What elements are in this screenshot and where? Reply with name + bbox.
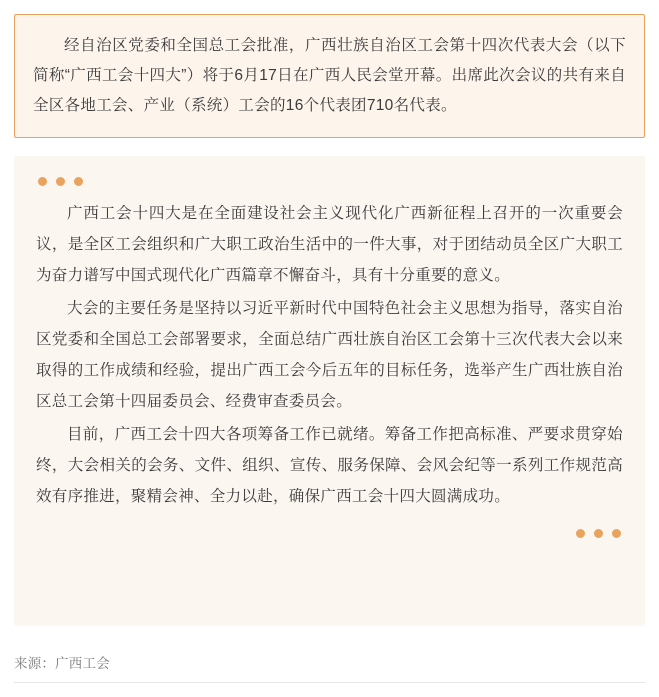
article-body-panel [14, 156, 645, 626]
dot-icon [38, 177, 47, 186]
article-footer [14, 652, 645, 697]
dot-icon [576, 529, 585, 538]
lead-callout-box [14, 14, 645, 138]
dot-icon [612, 529, 621, 538]
dot-icon [56, 177, 65, 186]
decorative-dots-top [38, 174, 623, 188]
dot-icon [74, 177, 83, 186]
body-paragraph-3: 目前，广西工会十四大各项筹备工作已就绪。筹备工作把高标准、严要求贯穿始终，大会相关的会务、文件、组织、宣传、服务保障、会风会纪等一系列工作规范高效有序推进，聚精会神、全力以赴，确保广西工会十四大圆满成功。 [36, 426, 623, 505]
dot-icon [594, 529, 603, 538]
footer-divider [14, 682, 645, 683]
decorative-dots-bottom [36, 526, 621, 540]
body-paragraph-2: 大会的主要任务是坚持以习近平新时代中国特色社会主义思想为指导，落实自治区党委和全国总工会部署要求，全面总结广西壮族自治区工会第十三次代表大会以来取得的工作成绩和经验，提出广西工会今后五年的目标任务，选举产生广西壮族自治区总工会第十四届委员会、经费审查委员会。 [36, 300, 623, 410]
source-label: 来源：广西工会 [14, 656, 110, 671]
lead-paragraph: 经自治区党委和全国总工会批准，广西壮族自治区工会第十四次代表大会（以下简称“广西工会十四大”）将于6月17日在广西人民会堂开幕。出席此次会议的共有来自全区各地工会、产业（系统）工会的16个代表团710名代表。 [33, 37, 626, 114]
body-paragraph-1: 广西工会十四大是在全面建设社会主义现代化广西新征程上召开的一次重要会议，是全区工会组织和广大职工政治生活中的一件大事，对于团结动员全区广大职工为奋力谱写中国式现代化广西篇章不懈奋斗，具有十分重要的意义。 [36, 205, 623, 284]
